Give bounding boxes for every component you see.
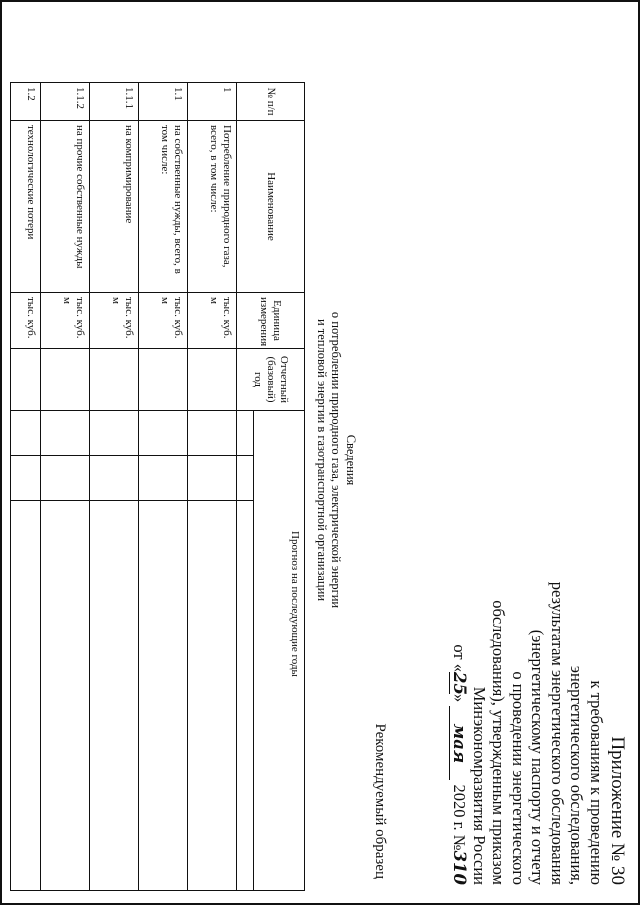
empty-cell	[11, 349, 41, 411]
row-name: на компримирование	[89, 121, 138, 293]
table-header-row	[254, 83, 305, 891]
appendix-line: Минэкономразвития России	[470, 686, 489, 885]
header-name: Наименование	[236, 121, 304, 293]
row-num: 1.2	[11, 83, 41, 121]
row-num: 1.1.2	[40, 83, 89, 121]
appendix-line: энергетического обследования,	[567, 665, 587, 885]
header-base-year: Отчетный (базовый) год	[236, 349, 304, 411]
handwritten-month: мая	[449, 706, 470, 780]
title-heading: Сведения	[344, 434, 358, 486]
handwritten-order-number: 310	[450, 850, 470, 885]
forecast-year-cell	[236, 456, 254, 501]
row-name: на собственные нужды, всего, в том числе:	[138, 121, 187, 293]
date-prefix: от «	[450, 644, 470, 673]
empty-cell	[11, 456, 41, 501]
empty-cell	[138, 456, 187, 501]
empty-cell	[40, 349, 89, 411]
empty-cell	[11, 411, 41, 456]
empty-cell	[40, 456, 89, 501]
empty-cell	[89, 456, 138, 501]
recommended-sample-label: Рекомендуемый образец	[372, 723, 388, 879]
order-date-line	[449, 525, 470, 885]
row-unit: тыс. куб. м	[138, 293, 187, 349]
appendix-line: к требованиям к проведению	[587, 680, 606, 885]
consumption-table	[10, 82, 305, 891]
table-row	[40, 83, 89, 891]
appendix-number: Приложение № 30	[607, 736, 628, 885]
row-unit: тыс. куб. м	[40, 293, 89, 349]
row-name: Потребление природного газа, всего, в том числе:	[187, 121, 236, 293]
empty-cell	[40, 501, 89, 891]
empty-cell	[89, 349, 138, 411]
year-and-number-label: 2020 г. №	[450, 784, 470, 851]
empty-cell	[89, 411, 138, 456]
table-row	[187, 83, 236, 891]
empty-cell	[138, 349, 187, 411]
appendix-header	[449, 525, 628, 885]
row-name: на прочие собственные нужды	[40, 121, 89, 293]
document-title	[315, 250, 359, 670]
table-row	[138, 83, 187, 891]
row-unit: тыс. куб.	[11, 293, 41, 349]
empty-cell	[40, 411, 89, 456]
row-num: 1	[187, 83, 236, 121]
date-mid: »	[450, 694, 470, 703]
table-row	[11, 83, 41, 891]
row-name: технологические потери	[11, 121, 41, 293]
header-forecast: Прогноз на последующие годы	[254, 411, 305, 891]
forecast-year-cell	[236, 411, 254, 456]
appendix-line: обследования), утвержденным приказом	[489, 600, 509, 885]
row-unit: тыс. куб. м	[89, 293, 138, 349]
handwritten-day: 25	[450, 672, 470, 695]
header-unit: Единица измерения	[236, 293, 304, 349]
appendix-line: (энергетическому паспорту и отчету	[528, 629, 548, 885]
empty-cell	[187, 456, 236, 501]
empty-cell	[138, 411, 187, 456]
empty-cell	[138, 501, 187, 891]
empty-cell	[187, 349, 236, 411]
table-row	[89, 83, 138, 891]
header-num: № п/п	[236, 83, 304, 121]
empty-cell	[187, 501, 236, 891]
empty-cell	[187, 411, 236, 456]
forecast-year-cell	[236, 501, 254, 891]
row-unit: тыс. куб. м	[187, 293, 236, 349]
title-line: о потреблении природного газа, электрической энергии	[329, 311, 344, 609]
title-line: и тепловой энергии в газотранспортной организации	[315, 318, 329, 602]
empty-cell	[89, 501, 138, 891]
row-num: 1.1	[138, 83, 187, 121]
appendix-line: о проведении энергетического	[509, 671, 528, 885]
row-num: 1.1.1	[89, 83, 138, 121]
empty-cell	[11, 501, 41, 891]
appendix-line: результатам энергетического обследования	[548, 581, 567, 885]
